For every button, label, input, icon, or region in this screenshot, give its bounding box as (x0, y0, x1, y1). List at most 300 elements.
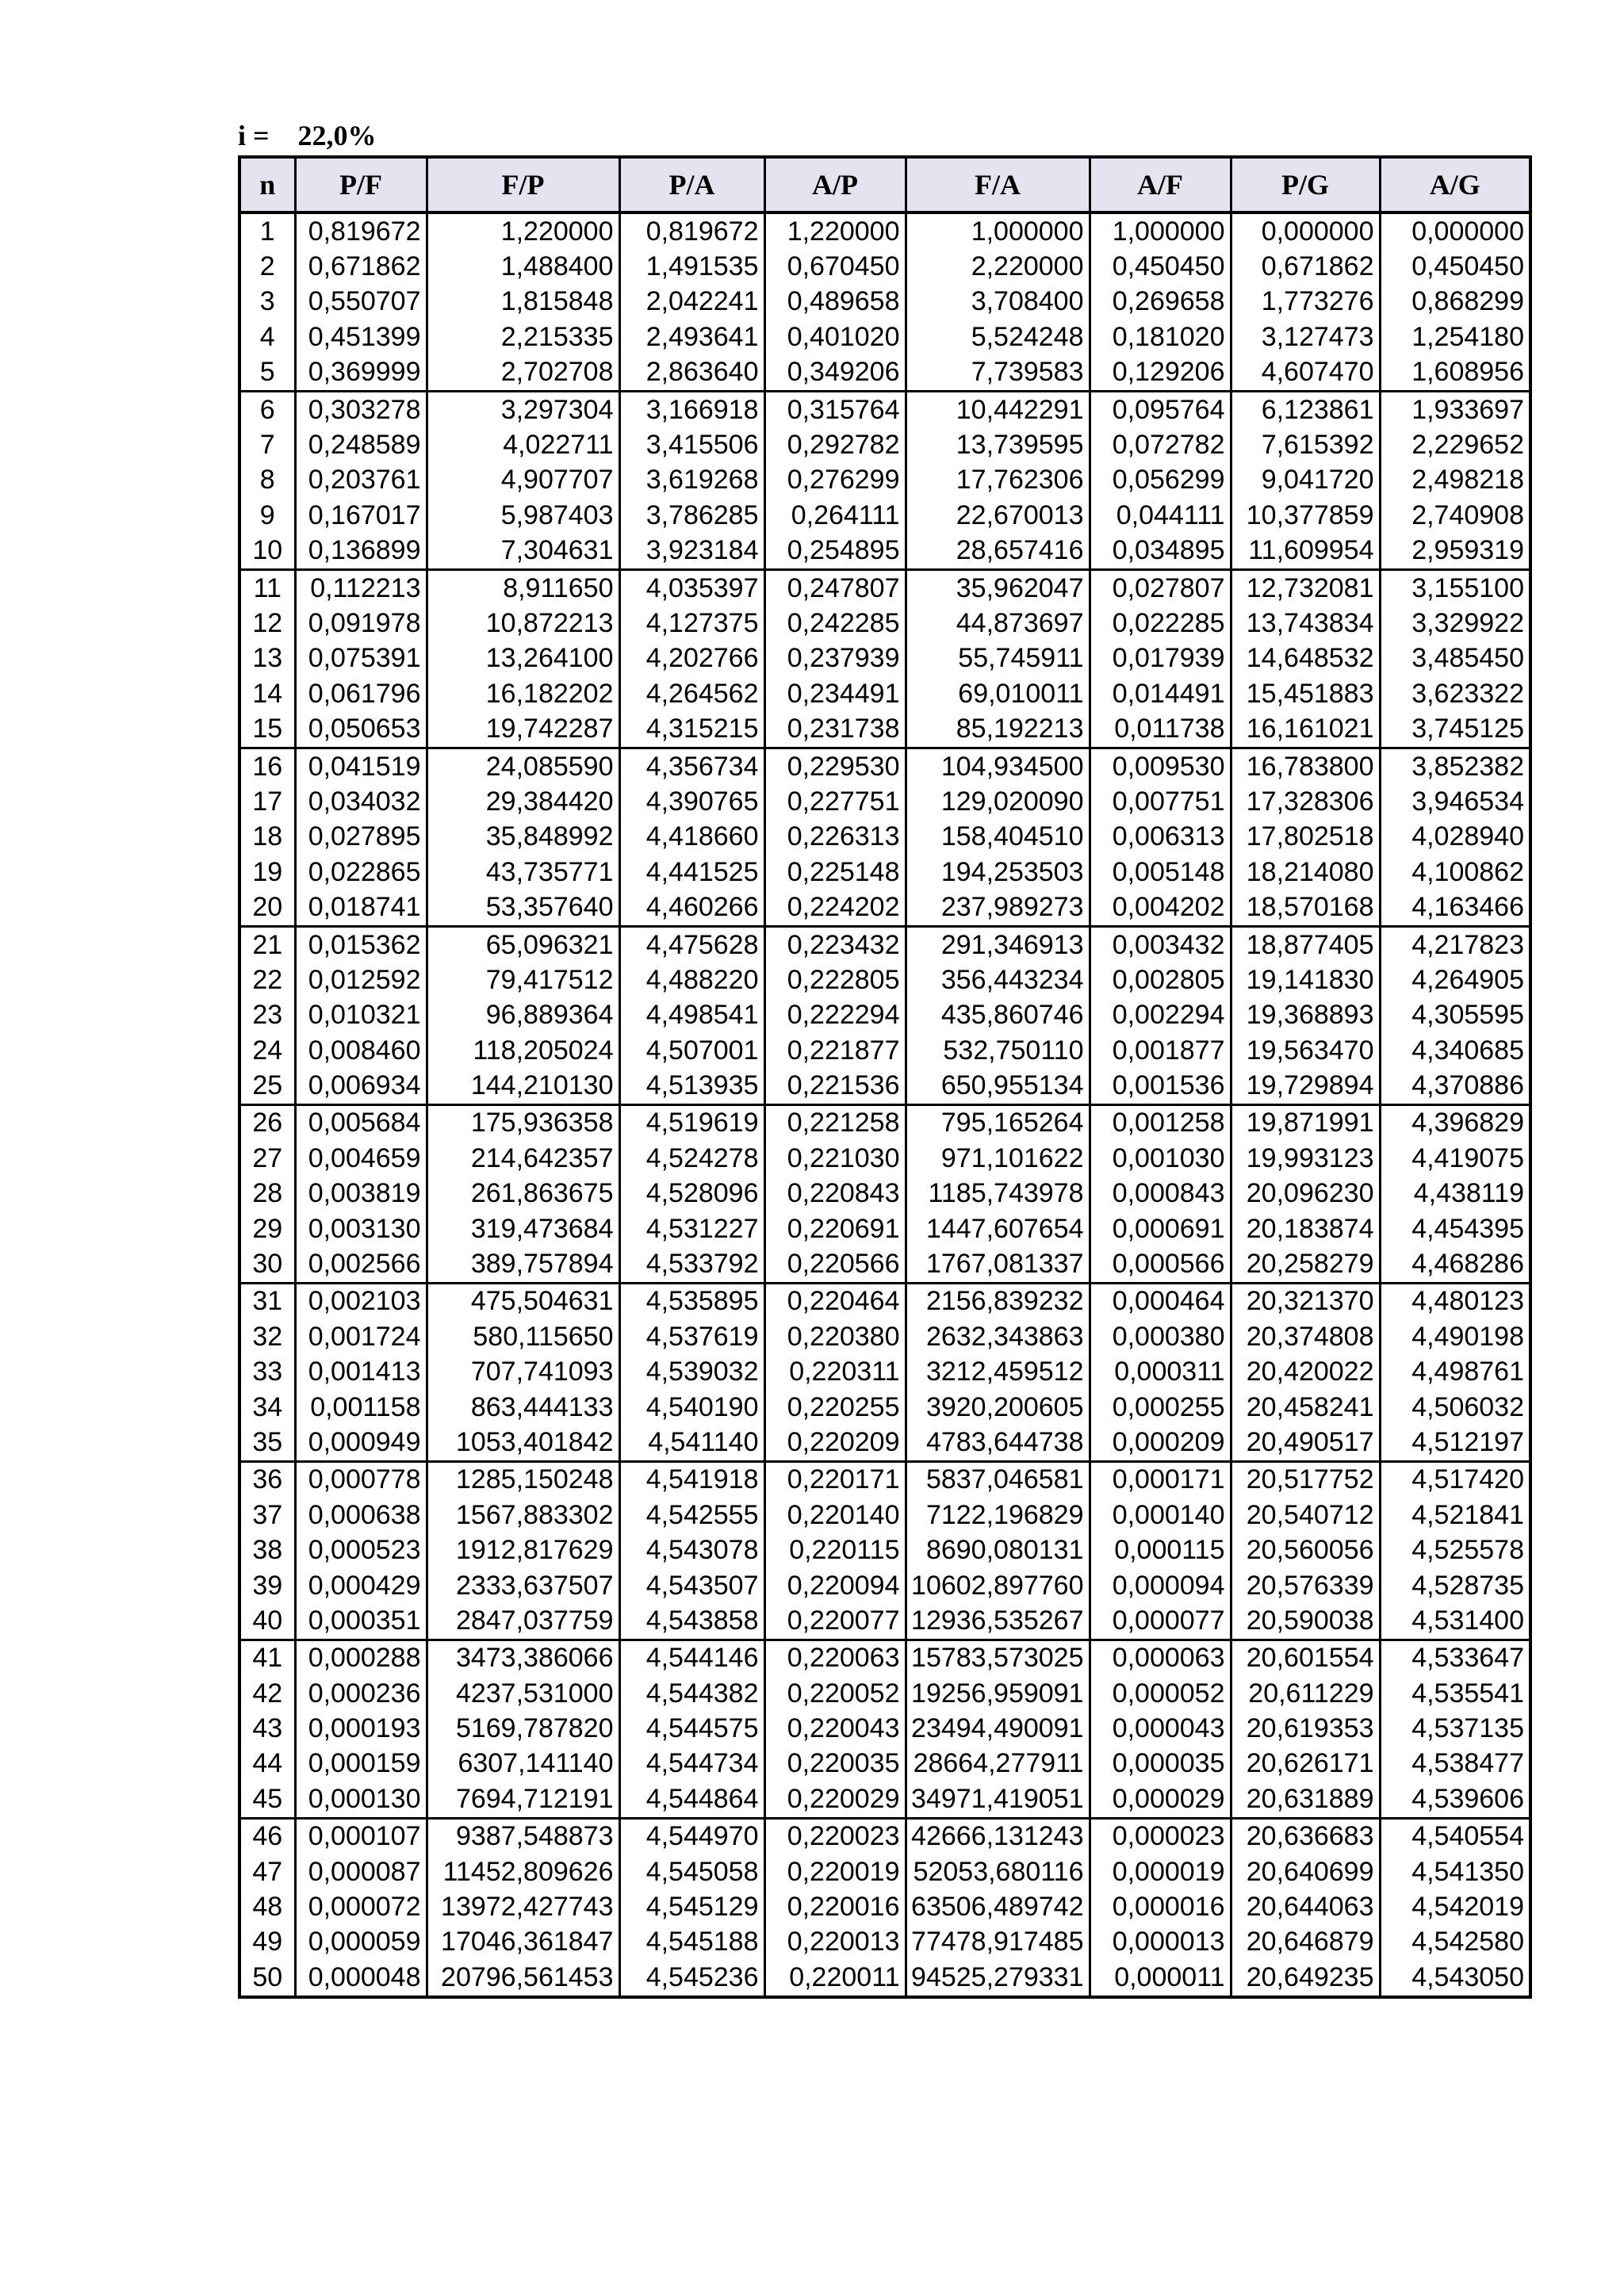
cell-ag: 3,329922 (1380, 606, 1530, 641)
cell-pf: 0,010321 (295, 998, 427, 1033)
cell-ag: 4,540554 (1380, 1818, 1530, 1854)
cell-fp: 389,757894 (427, 1246, 619, 1283)
cell-pg: 20,420022 (1231, 1355, 1380, 1390)
cell-fa: 85,192213 (906, 711, 1090, 748)
cell-fa: 532,750110 (906, 1033, 1090, 1068)
cell-pf: 0,008460 (295, 1033, 427, 1068)
cell-pg: 20,601554 (1231, 1640, 1380, 1676)
cell-pf: 0,000193 (295, 1711, 427, 1746)
cell-n: 23 (239, 998, 295, 1033)
table-row (239, 1747, 1530, 1781)
cell-pa: 0,819672 (619, 212, 764, 249)
cell-fa: 129,020090 (906, 784, 1090, 819)
cell-pf: 0,000288 (295, 1640, 427, 1676)
cell-fp: 65,096321 (427, 926, 619, 962)
cell-fp: 29,384420 (427, 784, 619, 819)
cell-fa: 35,962047 (906, 569, 1090, 606)
cell-af: 0,000140 (1090, 1498, 1231, 1533)
table-row (239, 427, 1530, 462)
cell-n: 31 (239, 1283, 295, 1319)
cell-ap: 0,220380 (764, 1319, 906, 1354)
cell-ap: 0,401020 (764, 320, 906, 354)
cell-af: 0,011738 (1090, 711, 1231, 748)
cell-pa: 4,544734 (619, 1747, 764, 1781)
cell-ap: 0,222805 (764, 962, 906, 997)
cell-pg: 1,773276 (1231, 285, 1380, 320)
cell-fa: 12936,535267 (906, 1603, 1090, 1640)
cell-af: 0,000011 (1090, 1960, 1231, 1996)
cell-ap: 0,220029 (764, 1781, 906, 1818)
cell-n: 32 (239, 1319, 295, 1354)
cell-af: 0,014491 (1090, 676, 1231, 711)
cell-fp: 43,735771 (427, 855, 619, 890)
cell-ap: 0,229530 (764, 748, 906, 784)
cell-fp: 2333,637507 (427, 1568, 619, 1603)
cell-ag: 4,100862 (1380, 855, 1530, 890)
header-ag: A/G (1380, 157, 1530, 212)
cell-ap: 0,220063 (764, 1640, 906, 1676)
cell-n: 17 (239, 784, 295, 819)
cell-ag: 1,933697 (1380, 391, 1530, 427)
header-n: n (239, 157, 295, 212)
table-row (239, 855, 1530, 890)
cell-n: 46 (239, 1818, 295, 1854)
cell-fa: 10602,897760 (906, 1568, 1090, 1603)
table-row (239, 534, 1530, 570)
cell-pa: 4,535895 (619, 1283, 764, 1319)
cell-pg: 6,123861 (1231, 391, 1380, 427)
cell-ap: 0,220016 (764, 1889, 906, 1924)
cell-pg: 20,560056 (1231, 1533, 1380, 1567)
cell-pa: 4,544864 (619, 1781, 764, 1818)
cell-ap: 0,225148 (764, 855, 906, 890)
cell-af: 0,000691 (1090, 1211, 1231, 1246)
cell-pg: 20,590038 (1231, 1603, 1380, 1640)
cell-fp: 16,182202 (427, 676, 619, 711)
cell-fa: 28,657416 (906, 534, 1090, 570)
cell-fp: 3,297304 (427, 391, 619, 427)
cell-pg: 15,451883 (1231, 676, 1380, 711)
cell-ag: 4,525578 (1380, 1533, 1530, 1567)
cell-pa: 4,539032 (619, 1355, 764, 1390)
cell-af: 0,181020 (1090, 320, 1231, 354)
cell-ap: 0,220077 (764, 1603, 906, 1640)
cell-pa: 4,390765 (619, 784, 764, 819)
cell-ap: 0,220013 (764, 1925, 906, 1960)
cell-ag: 0,868299 (1380, 285, 1530, 320)
cell-ap: 0,670450 (764, 249, 906, 284)
header-fa: F/A (906, 157, 1090, 212)
cell-ag: 2,498218 (1380, 463, 1530, 498)
cell-pg: 20,619353 (1231, 1711, 1380, 1746)
cell-fp: 79,417512 (427, 962, 619, 997)
cell-ap: 0,220464 (764, 1283, 906, 1319)
cell-n: 6 (239, 391, 295, 427)
cell-ag: 4,542019 (1380, 1889, 1530, 1924)
cell-pg: 19,871991 (1231, 1104, 1380, 1141)
rate-prefix: i = (238, 120, 270, 151)
table-row (239, 1676, 1530, 1711)
cell-af: 0,005148 (1090, 855, 1231, 890)
cell-ag: 4,480123 (1380, 1283, 1530, 1319)
cell-ag: 3,623322 (1380, 676, 1530, 711)
cell-af: 0,000171 (1090, 1461, 1231, 1498)
cell-pg: 18,570168 (1231, 890, 1380, 926)
cell-fa: 13,739595 (906, 427, 1090, 462)
cell-fa: 2632,343863 (906, 1319, 1090, 1354)
cell-fa: 194,253503 (906, 855, 1090, 890)
cell-pg: 13,743834 (1231, 606, 1380, 641)
cell-fa: 10,442291 (906, 391, 1090, 427)
cell-fa: 1447,607654 (906, 1211, 1090, 1246)
cell-pg: 18,877405 (1231, 926, 1380, 962)
cell-ag: 4,264905 (1380, 962, 1530, 997)
cell-af: 1,000000 (1090, 212, 1231, 249)
cell-pf: 0,000778 (295, 1461, 427, 1498)
cell-ap: 0,220023 (764, 1818, 906, 1854)
cell-fp: 475,504631 (427, 1283, 619, 1319)
cell-ap: 0,254895 (764, 534, 906, 570)
cell-ag: 4,498761 (1380, 1355, 1530, 1390)
cell-pf: 0,050653 (295, 711, 427, 748)
cell-fp: 5169,787820 (427, 1711, 619, 1746)
cell-ag: 4,028940 (1380, 820, 1530, 855)
cell-fp: 9387,548873 (427, 1818, 619, 1854)
cell-pg: 20,644063 (1231, 1889, 1380, 1924)
cell-ap: 0,223432 (764, 926, 906, 962)
cell-fp: 2,702708 (427, 355, 619, 392)
cell-pa: 3,166918 (619, 391, 764, 427)
cell-pf: 0,550707 (295, 285, 427, 320)
table-row (239, 498, 1530, 533)
cell-fa: 650,955134 (906, 1068, 1090, 1104)
cell-pg: 7,615392 (1231, 427, 1380, 462)
cell-af: 0,000013 (1090, 1925, 1231, 1960)
table-row (239, 1390, 1530, 1425)
cell-pg: 4,607470 (1231, 355, 1380, 392)
cell-ag: 4,543050 (1380, 1960, 1530, 1996)
cell-pg: 20,374808 (1231, 1319, 1380, 1354)
cell-ap: 0,242285 (764, 606, 906, 641)
cell-fp: 863,444133 (427, 1390, 619, 1425)
table-row (239, 962, 1530, 997)
cell-af: 0,000843 (1090, 1177, 1231, 1211)
cell-af: 0,000464 (1090, 1283, 1231, 1319)
cell-pg: 20,576339 (1231, 1568, 1380, 1603)
cell-af: 0,000043 (1090, 1711, 1231, 1746)
cell-n: 5 (239, 355, 295, 392)
cell-af: 0,000016 (1090, 1889, 1231, 1924)
cell-pa: 4,544382 (619, 1676, 764, 1711)
table-row (239, 641, 1530, 676)
cell-fa: 435,860746 (906, 998, 1090, 1033)
cell-af: 0,003432 (1090, 926, 1231, 962)
cell-n: 28 (239, 1177, 295, 1211)
cell-pg: 20,540712 (1231, 1498, 1380, 1533)
table-row (239, 820, 1530, 855)
cell-ag: 4,531400 (1380, 1603, 1530, 1640)
cell-pf: 0,001158 (295, 1390, 427, 1425)
table-row (239, 1283, 1530, 1319)
cell-n: 24 (239, 1033, 295, 1068)
cell-ap: 0,349206 (764, 355, 906, 392)
cell-af: 0,000255 (1090, 1390, 1231, 1425)
cell-pf: 0,000159 (295, 1747, 427, 1781)
cell-fa: 5837,046581 (906, 1461, 1090, 1498)
table-row (239, 1960, 1530, 1996)
cell-pg: 17,802518 (1231, 820, 1380, 855)
cell-ap: 0,220011 (764, 1960, 906, 1996)
cell-fp: 118,205024 (427, 1033, 619, 1068)
table-row (239, 748, 1530, 784)
cell-fp: 1053,401842 (427, 1425, 619, 1461)
cell-fa: 237,989273 (906, 890, 1090, 926)
cell-pg: 20,458241 (1231, 1390, 1380, 1425)
table-row (239, 1925, 1530, 1960)
table-row (239, 606, 1530, 641)
cell-fp: 7694,712191 (427, 1781, 619, 1818)
cell-fa: 104,934500 (906, 748, 1090, 784)
table-row (239, 1498, 1530, 1533)
cell-ag: 1,608956 (1380, 355, 1530, 392)
cell-ap: 0,234491 (764, 676, 906, 711)
cell-ag: 4,438119 (1380, 1177, 1530, 1211)
cell-ag: 4,539606 (1380, 1781, 1530, 1818)
cell-pa: 4,127375 (619, 606, 764, 641)
cell-pa: 4,543858 (619, 1603, 764, 1640)
cell-pa: 4,524278 (619, 1141, 764, 1176)
cell-pa: 4,441525 (619, 855, 764, 890)
table-row (239, 1533, 1530, 1567)
cell-n: 39 (239, 1568, 295, 1603)
cell-n: 38 (239, 1533, 295, 1567)
cell-pg: 20,490517 (1231, 1425, 1380, 1461)
cell-pf: 0,000048 (295, 1960, 427, 1996)
cell-pf: 0,005684 (295, 1104, 427, 1141)
cell-pf: 0,203761 (295, 463, 427, 498)
cell-n: 42 (239, 1676, 295, 1711)
cell-pg: 19,993123 (1231, 1141, 1380, 1176)
cell-n: 34 (239, 1390, 295, 1425)
cell-af: 0,027807 (1090, 569, 1231, 606)
cell-ap: 0,221258 (764, 1104, 906, 1141)
cell-pf: 0,000072 (295, 1889, 427, 1924)
cell-pf: 0,167017 (295, 498, 427, 533)
cell-pf: 0,000130 (295, 1781, 427, 1818)
table-row (239, 285, 1530, 320)
cell-fa: 7122,196829 (906, 1498, 1090, 1533)
cell-ag: 3,485450 (1380, 641, 1530, 676)
cell-pg: 20,183874 (1231, 1211, 1380, 1246)
header-pg: P/G (1231, 157, 1380, 212)
table-row (239, 463, 1530, 498)
cell-ag: 3,745125 (1380, 711, 1530, 748)
cell-fa: 55,745911 (906, 641, 1090, 676)
cell-ag: 4,535541 (1380, 1676, 1530, 1711)
cell-pg: 19,368893 (1231, 998, 1380, 1033)
cell-af: 0,000209 (1090, 1425, 1231, 1461)
cell-pf: 0,012592 (295, 962, 427, 997)
table-row (239, 890, 1530, 926)
cell-pa: 4,475628 (619, 926, 764, 962)
cell-ag: 4,419075 (1380, 1141, 1530, 1176)
header-pf: P/F (295, 157, 427, 212)
cell-fp: 10,872213 (427, 606, 619, 641)
header-ap: A/P (764, 157, 906, 212)
cell-pf: 0,000059 (295, 1925, 427, 1960)
table-row (239, 1711, 1530, 1746)
table-row (239, 1104, 1530, 1141)
cell-pf: 0,000351 (295, 1603, 427, 1640)
cell-pa: 4,356734 (619, 748, 764, 784)
cell-n: 1 (239, 212, 295, 249)
cell-fp: 580,115650 (427, 1319, 619, 1354)
cell-fa: 5,524248 (906, 320, 1090, 354)
cell-pa: 4,488220 (619, 962, 764, 997)
cell-n: 11 (239, 569, 295, 606)
cell-pf: 0,001413 (295, 1355, 427, 1390)
cell-n: 19 (239, 855, 295, 890)
cell-af: 0,009530 (1090, 748, 1231, 784)
cell-ap: 0,224202 (764, 890, 906, 926)
cell-pg: 0,000000 (1231, 212, 1380, 249)
cell-af: 0,002294 (1090, 998, 1231, 1033)
cell-pa: 3,415506 (619, 427, 764, 462)
cell-ag: 3,946534 (1380, 784, 1530, 819)
cell-fp: 11452,809626 (427, 1854, 619, 1889)
cell-pa: 4,418660 (619, 820, 764, 855)
table-row (239, 1818, 1530, 1854)
cell-n: 15 (239, 711, 295, 748)
header-row (239, 157, 1530, 212)
cell-pg: 19,141830 (1231, 962, 1380, 997)
cell-n: 9 (239, 498, 295, 533)
cell-pa: 4,541918 (619, 1461, 764, 1498)
table-row (239, 1211, 1530, 1246)
cell-pf: 0,000236 (295, 1676, 427, 1711)
cell-n: 35 (239, 1425, 295, 1461)
cell-pf: 0,022865 (295, 855, 427, 890)
cell-fp: 13,264100 (427, 641, 619, 676)
cell-pg: 20,640699 (1231, 1854, 1380, 1889)
cell-fp: 2,215335 (427, 320, 619, 354)
cell-ag: 4,528735 (1380, 1568, 1530, 1603)
cell-af: 0,000380 (1090, 1319, 1231, 1354)
cell-pa: 4,531227 (619, 1211, 764, 1246)
cell-af: 0,000023 (1090, 1818, 1231, 1854)
cell-af: 0,022285 (1090, 606, 1231, 641)
cell-ag: 4,538477 (1380, 1747, 1530, 1781)
cell-pf: 0,075391 (295, 641, 427, 676)
cell-fp: 1,220000 (427, 212, 619, 249)
cell-fa: 356,443234 (906, 962, 1090, 997)
cell-af: 0,000063 (1090, 1640, 1231, 1676)
cell-pa: 4,519619 (619, 1104, 764, 1141)
cell-pg: 14,648532 (1231, 641, 1380, 676)
cell-pf: 0,819672 (295, 212, 427, 249)
cell-fp: 7,304631 (427, 534, 619, 570)
table-row (239, 926, 1530, 962)
cell-ap: 0,220019 (764, 1854, 906, 1889)
cell-ag: 4,542580 (1380, 1925, 1530, 1960)
cell-fp: 1567,883302 (427, 1498, 619, 1533)
cell-n: 16 (239, 748, 295, 784)
cell-n: 33 (239, 1355, 295, 1390)
cell-fa: 69,010011 (906, 676, 1090, 711)
table-row (239, 1781, 1530, 1818)
cell-ag: 4,340685 (1380, 1033, 1530, 1068)
table-row (239, 1141, 1530, 1176)
cell-n: 20 (239, 890, 295, 926)
table-row (239, 1068, 1530, 1104)
cell-fp: 261,863675 (427, 1177, 619, 1211)
cell-ag: 2,229652 (1380, 427, 1530, 462)
interest-factor-table (238, 155, 1532, 1999)
cell-af: 0,450450 (1090, 249, 1231, 284)
cell-pa: 4,545058 (619, 1854, 764, 1889)
cell-fa: 971,101622 (906, 1141, 1090, 1176)
cell-pa: 4,537619 (619, 1319, 764, 1354)
cell-pa: 3,923184 (619, 534, 764, 570)
cell-fa: 4783,644738 (906, 1425, 1090, 1461)
cell-af: 0,000311 (1090, 1355, 1231, 1390)
cell-pa: 4,545188 (619, 1925, 764, 1960)
cell-ag: 0,000000 (1380, 212, 1530, 249)
cell-ap: 0,226313 (764, 820, 906, 855)
cell-fa: 8690,080131 (906, 1533, 1090, 1567)
cell-af: 0,007751 (1090, 784, 1231, 819)
cell-pa: 4,498541 (619, 998, 764, 1033)
cell-af: 0,017939 (1090, 641, 1231, 676)
table-row (239, 1640, 1530, 1676)
cell-pa: 4,544146 (619, 1640, 764, 1676)
cell-pg: 3,127473 (1231, 320, 1380, 354)
cell-af: 0,001030 (1090, 1141, 1231, 1176)
table-row (239, 1033, 1530, 1068)
cell-ap: 0,276299 (764, 463, 906, 498)
table-row (239, 1461, 1530, 1498)
cell-ap: 0,220043 (764, 1711, 906, 1746)
cell-fp: 20796,561453 (427, 1960, 619, 1996)
cell-pa: 4,540190 (619, 1390, 764, 1425)
cell-pa: 3,619268 (619, 463, 764, 498)
cell-ap: 0,292782 (764, 427, 906, 462)
cell-pf: 0,451399 (295, 320, 427, 354)
cell-fa: 77478,917485 (906, 1925, 1090, 1960)
cell-ag: 3,155100 (1380, 569, 1530, 606)
cell-fp: 35,848992 (427, 820, 619, 855)
cell-pa: 4,264562 (619, 676, 764, 711)
cell-fa: 23494,490091 (906, 1711, 1090, 1746)
cell-pf: 0,002566 (295, 1246, 427, 1283)
cell-pa: 4,507001 (619, 1033, 764, 1068)
table-row (239, 1425, 1530, 1461)
cell-n: 29 (239, 1211, 295, 1246)
cell-af: 0,006313 (1090, 820, 1231, 855)
cell-ap: 0,220115 (764, 1533, 906, 1567)
cell-af: 0,000029 (1090, 1781, 1231, 1818)
table-row (239, 320, 1530, 354)
cell-ag: 4,517420 (1380, 1461, 1530, 1498)
cell-n: 41 (239, 1640, 295, 1676)
table-row (239, 569, 1530, 606)
cell-pg: 16,161021 (1231, 711, 1380, 748)
cell-pf: 0,000107 (295, 1818, 427, 1854)
rate-value: 22,0% (297, 120, 377, 151)
cell-pf: 0,000949 (295, 1425, 427, 1461)
cell-ap: 0,220052 (764, 1676, 906, 1711)
cell-fp: 13972,427743 (427, 1889, 619, 1924)
